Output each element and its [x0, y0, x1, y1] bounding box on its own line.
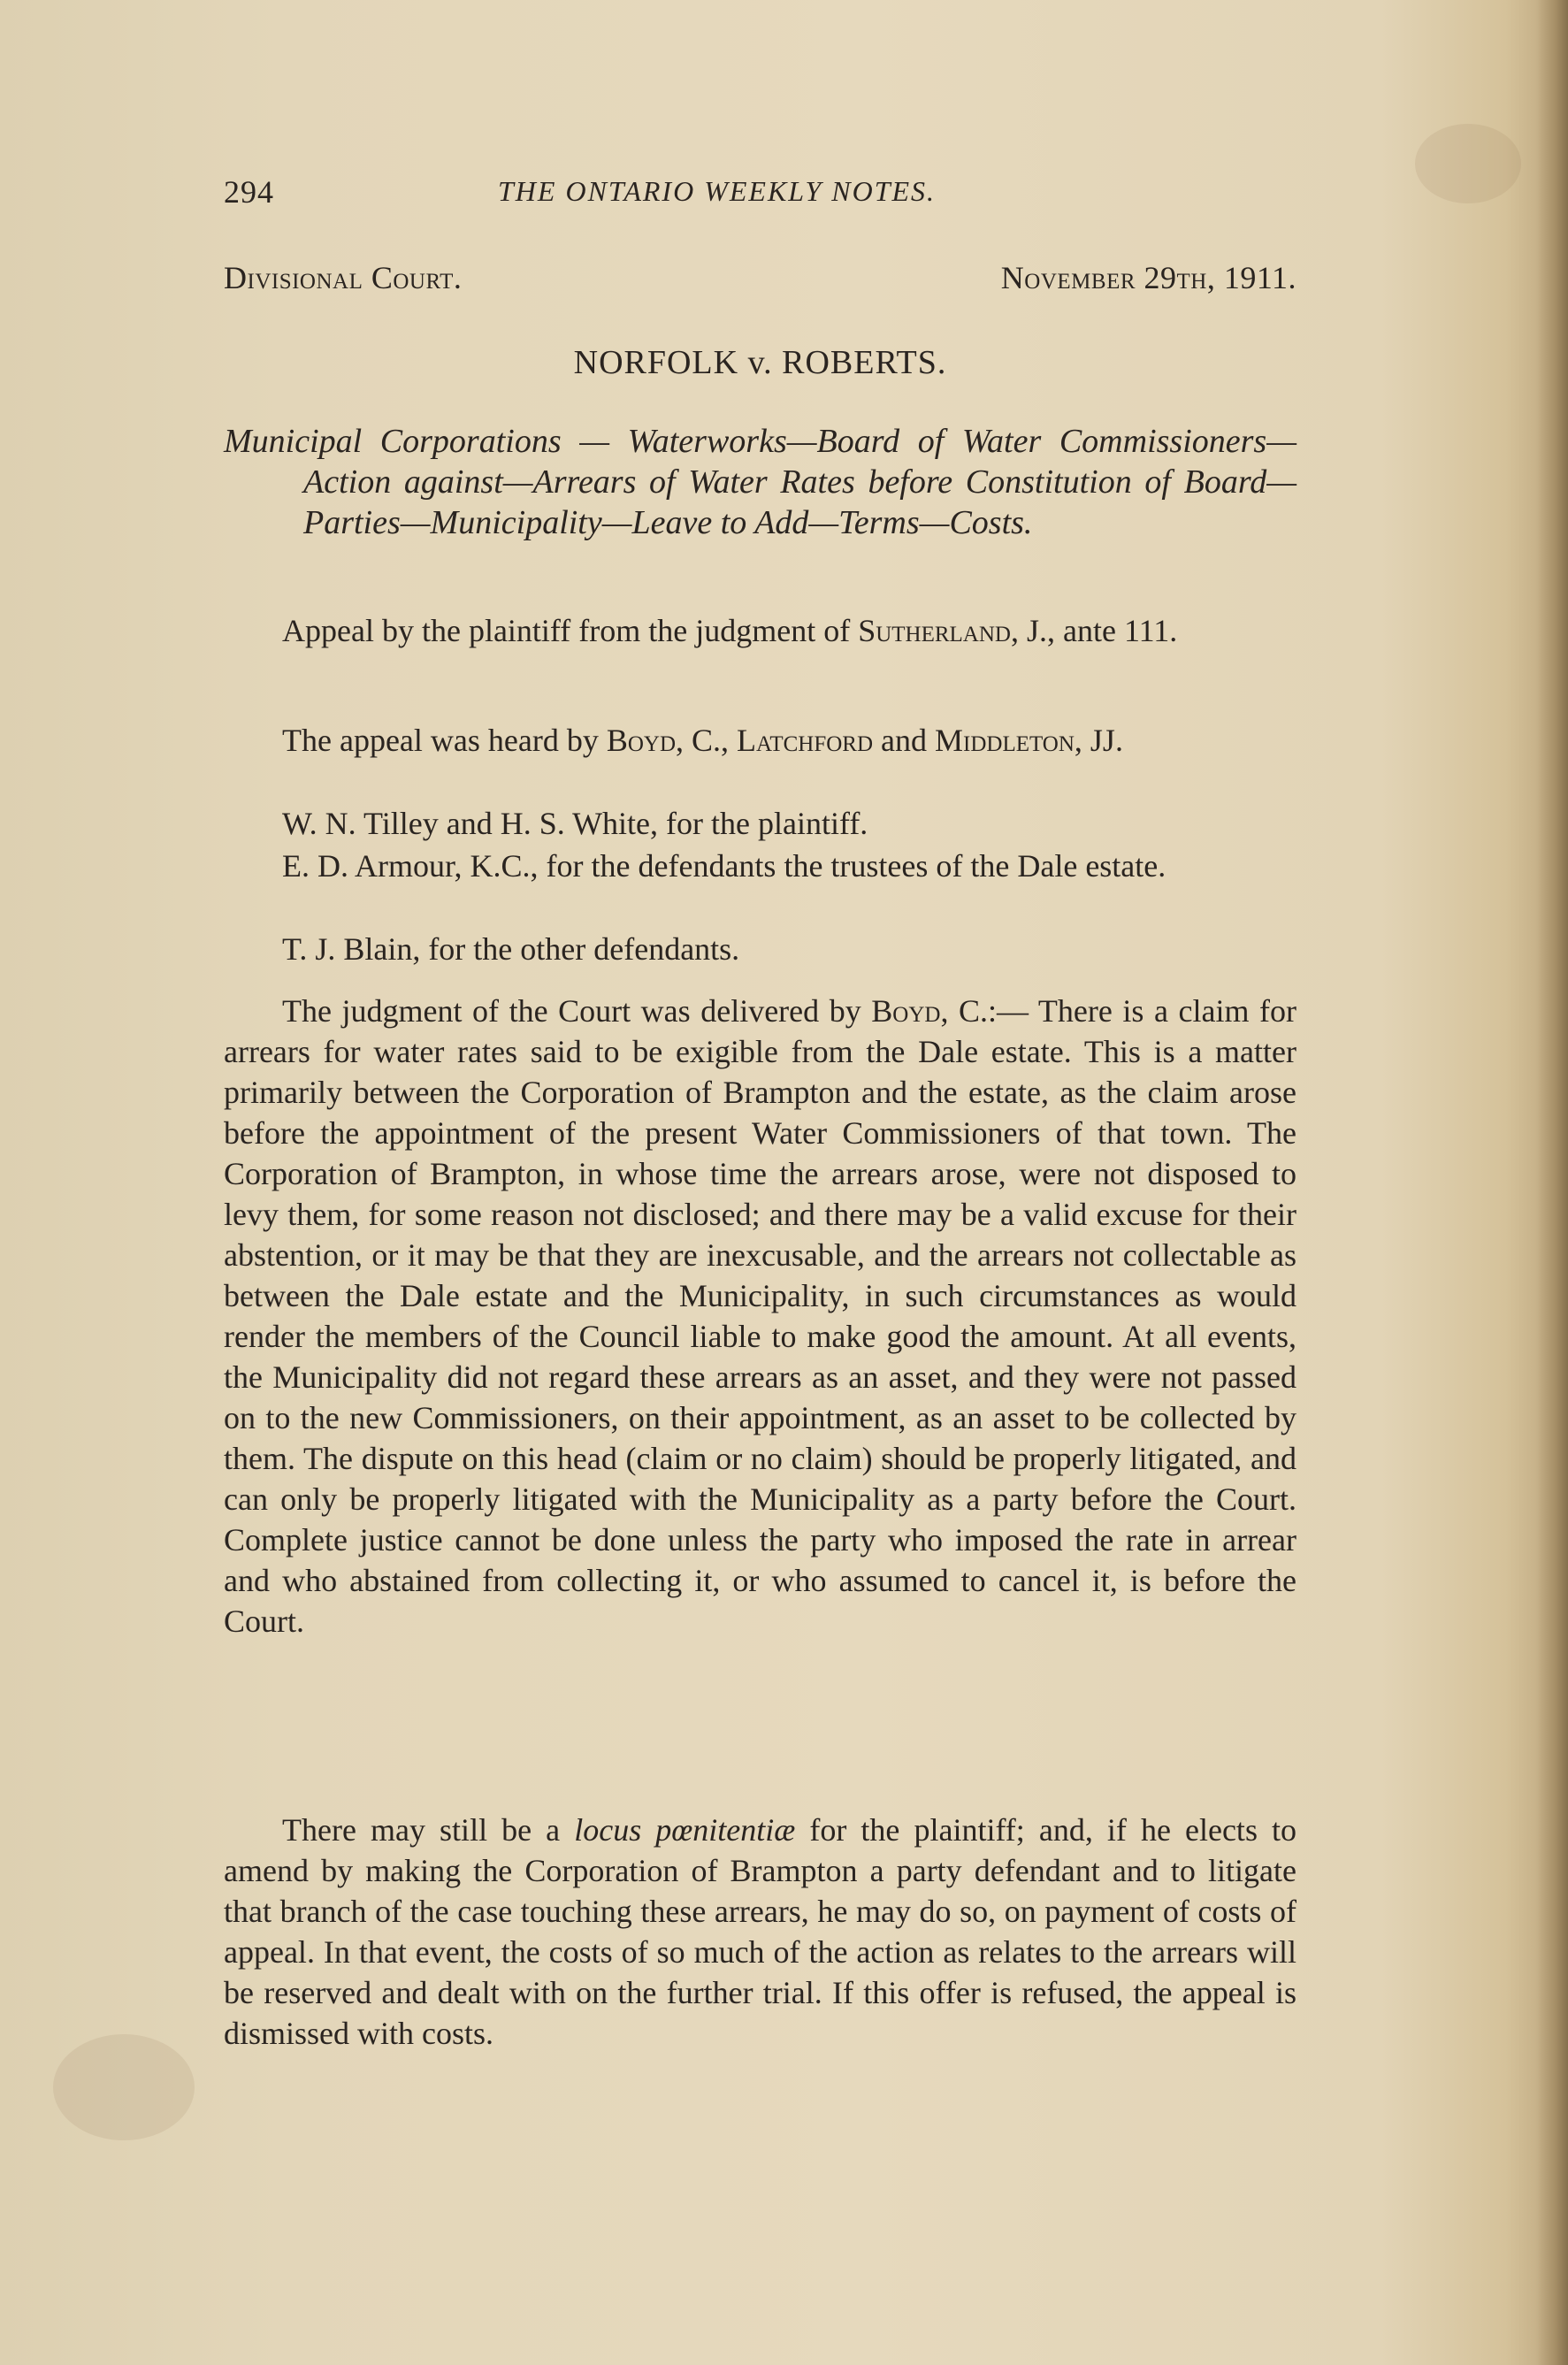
appeal-paragraph [224, 610, 1296, 651]
page-number: 294 [224, 174, 274, 210]
court-line [224, 259, 1296, 303]
headnote [224, 421, 1296, 543]
final-text-b: for the plaintiff; and, if he elects to amend by making the Corporation of Brampton a party defendant and to litigate that branch of the case touching these arrears, he may do so, on payment of costs of appeal. In that event, the costs of so much of the action as relates to the arrears will be reserved and dealt with on the further trial. If this offer is refused, the appeal is dismissed with costs. [224, 1812, 1297, 2051]
final-paragraph [224, 1810, 1296, 2054]
hearing-text-b: , C., [676, 723, 738, 758]
counsel-plaintiff: W. N. Tilley and H. S. White, for the plaintiff. [282, 806, 868, 841]
running-title: THE ONTARIO WEEKLY NOTES. [498, 175, 937, 207]
court-name: Divisional Court. [224, 260, 463, 295]
latin-phrase: locus pœnitentiæ [574, 1812, 796, 1848]
hearing-text-c: and [873, 723, 935, 758]
judgment-body: There is a claim for arrears for water rates said to be exigible from the Dale estate. This is a matter primarily between the Corporation of Brampton and the estate, as the claim arose before the appointment of the present Water Commissioners of that town. The Corporation of Brampton, in whose time the arrears arose, were not disposed to levy them, for some reason not disclosed; and there may be a valid excuse for their abstention, or it may be that they are inexcusable, and the arrears not collectable as between the Dale estate and the Municipality, in such circumstances as would render the members of the Council liable to make good the amount. At all events, the Municipality did not regard these arrears as an asset, and they were not passed on to the new Commissioners, on their appointment, as an asset to be collected by them. The dispute on this head (claim or no claim) should be properly litigated, and can only be properly litigated with the Municipality as a party before the Court. Complete justice cannot be done unless the party who imposed the rate in arrear and who abstained from collecting it, or who assumed to cancel it, is before the Court. [224, 993, 1296, 1639]
counsel-other: T. J. Blain, for the other defendants. [282, 931, 740, 967]
headnote-text: Municipal Corporations — Waterworks—Board of Water Commissioners—Action against—Arrears of Water Rates before Constitution of Board—Parties—Municipality—Leave to Add—Terms—Costs. [224, 423, 1296, 541]
judgment-judge: Boyd [871, 993, 941, 1029]
judgment-intro-a: The judgment of the Court was delivered by [282, 993, 872, 1029]
hearing-text-a: The appeal was heard by [282, 723, 607, 758]
decision-date: November 29th, 1911. [1000, 260, 1296, 295]
case-title: NORFOLK v. ROBERTS. [573, 344, 947, 381]
judge-boyd: Boyd [606, 723, 677, 758]
appeal-text-b: , J., ante 111. [1010, 613, 1178, 648]
page-edge-shadow [1536, 0, 1568, 2365]
hearing-text-d: , JJ. [1074, 723, 1123, 758]
paper-stain [53, 2034, 195, 2140]
hearing-paragraph [224, 720, 1296, 761]
judgment-intro-b: , C.:— [940, 993, 1029, 1029]
counsel-trustees: E. D. Armour, K.C., for the defendants the trustees of the Dale estate. [282, 848, 1166, 884]
paper-stain [1415, 124, 1521, 203]
running-header [224, 173, 1296, 218]
final-text-a: There may still be a [282, 1812, 575, 1848]
judge-middleton: Middleton [935, 723, 1075, 758]
appeal-judge: Sutherland [858, 613, 1011, 648]
judge-latchford: Latchford [737, 723, 874, 758]
judgment-paragraph [224, 991, 1296, 1642]
appeal-text-a: Appeal by the plaintiff from the judgment of [282, 613, 859, 648]
